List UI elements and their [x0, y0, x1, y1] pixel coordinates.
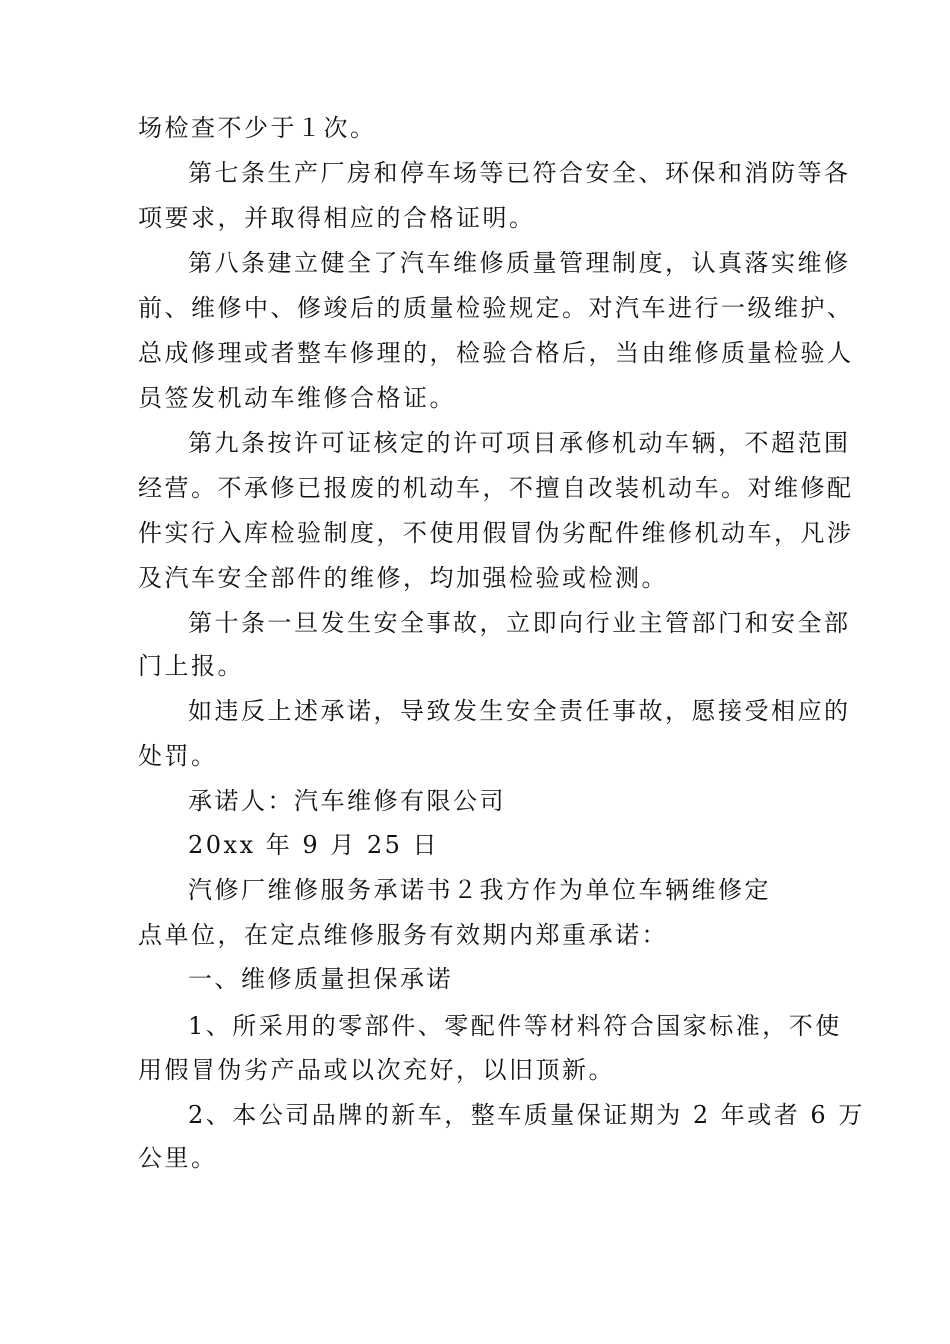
paragraph-line: 场检查不少于１次。: [138, 114, 377, 142]
paragraph-line: 第九条按许可证核定的许可项目承修机动车辆，不超范围: [188, 429, 851, 457]
paragraph-line: 项要求，并取得相应的合格证明。: [138, 204, 536, 232]
paragraph-line: 总成修理或者整车修理的，检验合格后，当由维修质量检验人: [138, 339, 854, 367]
paragraph-line: 汽修厂维修服务承诺书２我方作为单位车辆维修定: [188, 876, 771, 904]
signatory-line: 承诺人：汽车维修有限公司: [188, 787, 506, 815]
paragraph-line: 公里。: [138, 1144, 218, 1172]
paragraph-line: 前、维修中、修竣后的质量检验规定。对汽车进行一级维护、: [138, 294, 854, 322]
paragraph-line: 经营。不承修已报废的机动车，不擅自改装机动车。对维修配: [138, 474, 854, 502]
paragraph-line: 处罚。: [138, 742, 218, 770]
paragraph-line: 第八条建立健全了汽车维修质量管理制度，认真落实维修: [188, 249, 851, 277]
paragraph-line: 及汽车安全部件的维修，均加强检验或检测。: [138, 564, 668, 592]
paragraph-line: 第七条生产厂房和停车场等已符合安全、环保和消防等各: [188, 159, 851, 187]
paragraph-line: 门上报。: [138, 652, 244, 680]
paragraph-line: 第十条一旦发生安全事故，立即向行业主管部门和安全部: [188, 609, 851, 637]
paragraph-line: 2、本公司品牌的新车，整车质量保证期为 2 年或者 6 万: [188, 1101, 865, 1129]
paragraph-line: 点单位，在定点维修服务有效期内郑重承诺：: [138, 921, 668, 949]
paragraph-line: 件实行入库检验制度，不使用假冒伪劣配件维修机动车，凡涉: [138, 519, 854, 547]
paragraph-line: 如违反上述承诺，导致发生安全责任事故，愿接受相应的: [188, 697, 851, 725]
section-heading: 一、维修质量担保承诺: [188, 965, 453, 993]
paragraph-line: 员签发机动车维修合格证。: [138, 384, 456, 412]
paragraph-line: 1、所采用的零部件、零配件等材料符合国家标准，不使: [188, 1012, 842, 1040]
paragraph-line: 用假冒伪劣产品或以次充好，以旧顶新。: [138, 1056, 615, 1084]
date-line: 20xx 年 9 月 25 日: [188, 831, 440, 859]
